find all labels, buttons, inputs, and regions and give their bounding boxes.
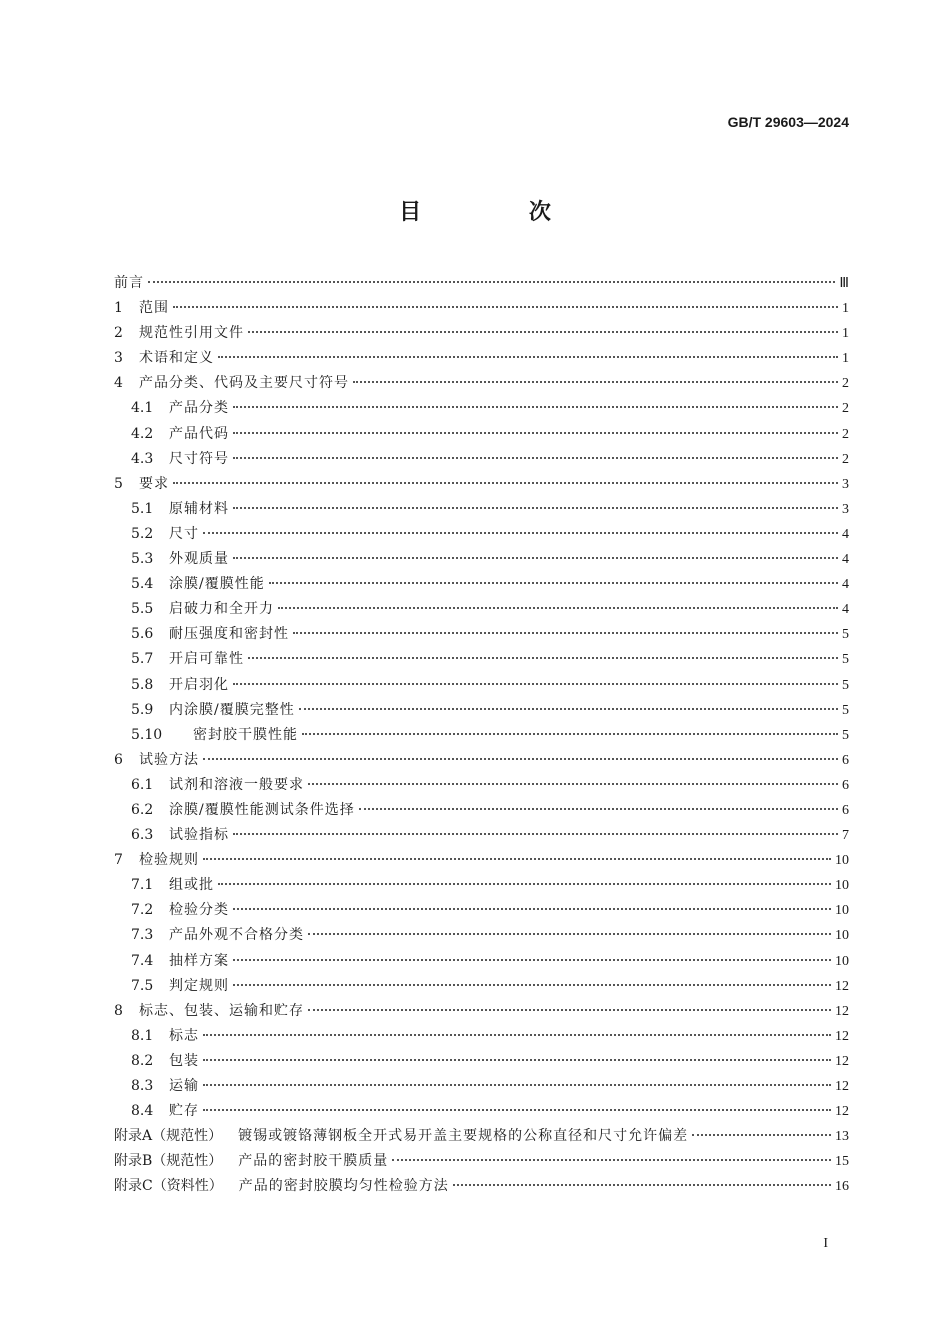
- toc-entry-page: 10: [835, 928, 849, 944]
- toc-dot-leader: [173, 482, 838, 484]
- toc-entry-title: 开启羽化: [169, 676, 229, 693]
- toc-dot-leader: [203, 858, 831, 860]
- toc-entry-number: 8.2: [131, 1052, 154, 1069]
- toc-entry-title: 试剂和溶液一般要求: [169, 776, 304, 793]
- toc-dot-leader: [359, 808, 838, 810]
- toc-entry-number: 5: [114, 475, 123, 492]
- toc-entry-number: 附录A（规范性）: [114, 1128, 223, 1145]
- toc-dot-leader: [203, 1084, 831, 1086]
- toc-dot-leader: [203, 532, 838, 534]
- toc-entry[interactable]: [114, 597, 849, 622]
- toc-entry-page: 3: [842, 476, 849, 492]
- toc-entry[interactable]: [114, 522, 849, 547]
- toc-entry[interactable]: [114, 497, 849, 522]
- toc-entry-title: 贮存: [169, 1103, 199, 1120]
- toc-entry-title: 抽样方案: [169, 952, 229, 969]
- toc-entry[interactable]: [114, 1124, 849, 1149]
- toc-entry-page: 1: [842, 301, 849, 317]
- toc-entry-page: 5: [842, 727, 849, 743]
- toc-entry-title: 前言: [114, 275, 144, 291]
- toc-entry-page: 2: [842, 451, 849, 467]
- toc-entry-title: 标志、包装、运输和贮存: [139, 1002, 304, 1019]
- toc-dot-leader: [299, 708, 838, 710]
- toc-dot-leader: [233, 984, 831, 986]
- toc-dot-leader: [392, 1159, 831, 1161]
- toc-entry[interactable]: [114, 798, 849, 823]
- toc-entry-number: 8.1: [131, 1027, 154, 1044]
- toc-entry-title: 镀锡或镀铬薄钢板全开式易开盖主要规格的公称直径和尺寸允许偏差: [238, 1128, 689, 1145]
- toc-entry[interactable]: [114, 698, 849, 723]
- toc-dot-leader: [308, 783, 838, 785]
- toc-entry-title: 试验指标: [169, 827, 229, 844]
- toc-entry-title: 产品外观不合格分类: [169, 927, 304, 944]
- toc-dot-leader: [353, 381, 838, 383]
- toc-entry[interactable]: [114, 647, 849, 672]
- toc-entry-number: 5.8: [131, 676, 154, 693]
- toc-entry[interactable]: [114, 472, 849, 497]
- toc-entry[interactable]: [114, 1024, 849, 1049]
- toc-entry[interactable]: [114, 748, 849, 773]
- toc-dot-leader: [233, 908, 831, 910]
- toc-dot-leader: [203, 1109, 831, 1111]
- toc-entry-number: 3: [114, 350, 123, 367]
- toc-entry-number: 4.2: [131, 425, 154, 442]
- toc-dot-leader: [233, 959, 831, 961]
- toc-entry-number: 5.7: [131, 651, 154, 668]
- toc-dot-leader: [269, 582, 838, 584]
- toc-entry[interactable]: [114, 296, 849, 321]
- toc-entry[interactable]: [114, 422, 849, 447]
- toc-dot-leader: [308, 1009, 831, 1011]
- toc-dot-leader: [233, 457, 838, 459]
- toc-entry-title: 尺寸: [169, 525, 199, 542]
- toc-entry-number: 5.3: [131, 551, 154, 568]
- toc-dot-leader: [218, 883, 831, 885]
- toc-entry-title: 要求: [139, 475, 169, 492]
- toc-entry[interactable]: [114, 823, 849, 848]
- toc-entry-number: 7.3: [131, 927, 154, 944]
- toc-entry-title: 外观质量: [169, 551, 229, 568]
- toc-entry-page: 5: [842, 652, 849, 668]
- toc-entry-title: 涂膜/覆膜性能测试条件选择: [169, 801, 355, 818]
- toc-entry-page: 10: [835, 853, 849, 869]
- toc-entry[interactable]: [114, 1149, 849, 1174]
- toc-entry-number: 1: [114, 300, 123, 317]
- toc-entry[interactable]: [114, 999, 849, 1024]
- toc-dot-leader: [203, 1034, 831, 1036]
- toc-entry[interactable]: [114, 923, 849, 948]
- toc-entry-page: 6: [842, 777, 849, 793]
- toc-entry-page: 13: [835, 1129, 849, 1145]
- toc-entry-page: 5: [842, 702, 849, 718]
- page-title: 目 次: [399, 200, 601, 225]
- toc-entry[interactable]: [114, 622, 849, 647]
- toc-entry[interactable]: [114, 572, 849, 597]
- toc-entry-number: 5.6: [131, 626, 154, 643]
- toc-entry-title: 启破力和全开力: [169, 601, 274, 618]
- toc-entry-number: 5.2: [131, 525, 154, 542]
- toc-entry-title: 检验规则: [139, 852, 199, 869]
- toc-dot-leader: [308, 933, 831, 935]
- toc-entry-title: 原辅材料: [169, 500, 229, 517]
- toc-dot-leader: [233, 557, 838, 559]
- toc-entry-title: 试验方法: [139, 751, 199, 768]
- toc-entry-title: 密封胶干膜性能: [193, 726, 298, 743]
- toc-entry[interactable]: [114, 673, 849, 698]
- toc-entry[interactable]: [114, 1099, 849, 1124]
- toc-entry-number: 2: [114, 325, 123, 342]
- toc-entry-title: 包装: [169, 1052, 199, 1069]
- toc-entry[interactable]: [114, 1174, 849, 1199]
- toc-dot-leader: [233, 507, 838, 509]
- toc-entry-page: 3: [842, 501, 849, 517]
- toc-entry-title: 术语和定义: [139, 350, 214, 367]
- toc-dot-leader: [248, 331, 838, 333]
- toc-entry[interactable]: [114, 723, 849, 748]
- toc-entry-page: 12: [835, 1104, 849, 1120]
- toc-dot-leader: [293, 632, 838, 634]
- toc-entry[interactable]: [114, 1074, 849, 1099]
- toc-entry-title: 检验分类: [169, 902, 229, 919]
- toc-entry-number: 5.4: [131, 576, 154, 593]
- toc-entry-number: 4: [114, 375, 123, 392]
- toc-entry-title: 内涂膜/覆膜完整性: [169, 701, 295, 718]
- toc-entry-number: 附录B（规范性）: [114, 1153, 223, 1170]
- toc-dot-leader: [248, 657, 838, 659]
- toc-entry-title: 产品的密封胶干膜质量: [238, 1153, 389, 1170]
- document-code: GB/T 29603—2024: [727, 114, 849, 130]
- toc-dot-leader: [302, 733, 838, 735]
- toc-entry-number: 6: [114, 751, 123, 768]
- toc-entry-number: 4.1: [131, 400, 154, 417]
- toc-entry-number: 5.10: [131, 726, 163, 743]
- toc-entry-number: 5.1: [131, 500, 154, 517]
- toc-entry-page: 7: [842, 828, 849, 844]
- toc-entry-title: 组或批: [169, 877, 214, 894]
- toc-entry-page: 12: [835, 1079, 849, 1094]
- toc-dot-leader: [218, 356, 838, 358]
- toc-entry[interactable]: [114, 1049, 849, 1074]
- toc-entry-title: 涂膜/覆膜性能: [169, 576, 265, 593]
- toc-dot-leader: [233, 833, 838, 835]
- toc-dot-leader: [203, 758, 838, 760]
- toc-entry-title: 开启可靠性: [169, 651, 244, 668]
- toc-entry-page: 1: [842, 326, 849, 342]
- toc-entry-number: 6.1: [131, 776, 154, 793]
- toc-entry-title: 规范性引用文件: [139, 325, 244, 342]
- toc-entry-page: 10: [835, 903, 849, 919]
- toc-entry-number: 附录C（资料性）: [114, 1178, 223, 1195]
- toc-entry[interactable]: [114, 873, 849, 898]
- toc-entry-number: 7.2: [131, 902, 154, 919]
- toc-entry-page: 12: [835, 1003, 849, 1019]
- toc-entry-page: 4: [842, 577, 849, 593]
- toc-entry-title: 范围: [139, 300, 169, 317]
- toc-entry-title: 产品代码: [169, 425, 229, 442]
- toc-dot-leader: [278, 607, 838, 609]
- toc-entry-page: 5: [842, 677, 849, 693]
- toc-entry-page: 4: [842, 552, 849, 568]
- toc-dot-leader: [203, 1059, 831, 1061]
- toc-entry-page: 12: [835, 1028, 849, 1044]
- toc-entry-page: 2: [842, 401, 849, 417]
- toc-entry-number: 4.3: [131, 450, 154, 467]
- toc-entry-number: 7: [114, 852, 123, 869]
- toc-entry[interactable]: [114, 371, 849, 396]
- toc-entry[interactable]: [114, 321, 849, 346]
- toc-entry-number: 6.3: [131, 827, 154, 844]
- toc-entry-page: 15: [835, 1154, 849, 1170]
- toc-dot-leader: [233, 406, 838, 408]
- toc-entry-title: 判定规则: [169, 977, 229, 994]
- toc-entry[interactable]: [114, 346, 849, 371]
- toc-entry-number: 8.4: [131, 1103, 154, 1120]
- toc-entry-page: Ⅲ: [839, 276, 849, 291]
- toc-dot-leader: [453, 1184, 831, 1186]
- toc-entry-page: 2: [842, 426, 849, 442]
- toc-entry-number: 6.2: [131, 801, 154, 818]
- toc-entry-title: 标志: [169, 1027, 199, 1044]
- toc-entry-title: 产品分类: [169, 400, 229, 417]
- toc-entry-title: 产品分类、代码及主要尺寸符号: [139, 375, 349, 392]
- toc-entry-number: 8: [114, 1002, 123, 1019]
- table-of-contents: [114, 271, 849, 1199]
- toc-dot-leader: [233, 683, 838, 685]
- toc-entry-page: 10: [835, 878, 849, 894]
- toc-entry-page: 1: [842, 351, 849, 367]
- toc-dot-leader: [233, 432, 838, 434]
- toc-entry-page: 12: [835, 978, 849, 994]
- toc-entry[interactable]: [114, 396, 849, 421]
- toc-entry-page: 6: [842, 802, 849, 818]
- toc-entry-page: 12: [835, 1053, 849, 1069]
- toc-entry[interactable]: [114, 447, 849, 472]
- toc-entry[interactable]: [114, 547, 849, 572]
- toc-entry-number: 7.5: [131, 977, 154, 994]
- toc-dot-leader: [148, 281, 835, 283]
- toc-entry[interactable]: [114, 949, 849, 974]
- toc-entry-title: 耐压强度和密封性: [169, 626, 289, 643]
- toc-entry-number: 7.1: [131, 877, 154, 894]
- toc-entry-page: 4: [842, 526, 849, 542]
- toc-entry-page: 6: [842, 752, 849, 768]
- toc-entry-title: 尺寸符号: [169, 450, 229, 467]
- toc-entry-number: 5.9: [131, 701, 154, 718]
- toc-entry[interactable]: [114, 773, 849, 798]
- toc-dot-leader: [692, 1134, 831, 1136]
- toc-entry-page: 10: [835, 953, 849, 969]
- toc-entry-page: 2: [842, 376, 849, 392]
- toc-entry[interactable]: [114, 898, 849, 923]
- toc-entry[interactable]: [114, 848, 849, 873]
- toc-entry-page: 5: [842, 627, 849, 643]
- toc-entry[interactable]: [114, 974, 849, 999]
- toc-entry-page: 4: [842, 602, 849, 618]
- toc-entry-number: 5.5: [131, 601, 154, 618]
- toc-entry-number: 8.3: [131, 1078, 154, 1094]
- toc-entry-title: 产品的密封胶膜均匀性检验方法: [238, 1178, 449, 1195]
- page-number: I: [823, 1236, 828, 1251]
- toc-entry-page: 16: [835, 1179, 849, 1195]
- toc-entry[interactable]: [114, 271, 849, 296]
- toc-dot-leader: [173, 306, 838, 308]
- toc-entry-number: 7.4: [131, 952, 154, 969]
- toc-entry-title: 运输: [169, 1078, 199, 1094]
